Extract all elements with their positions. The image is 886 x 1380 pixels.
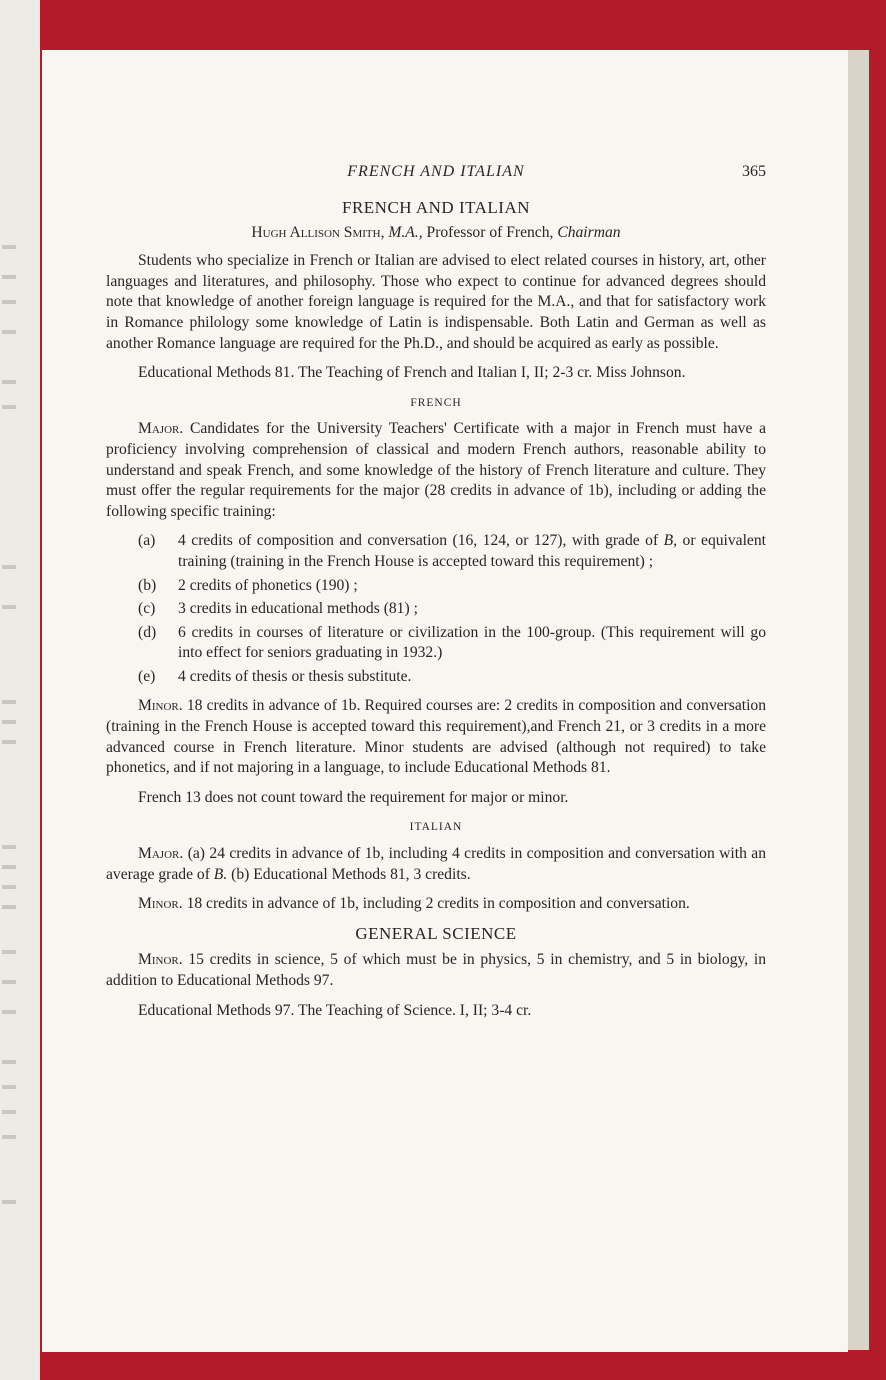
french-subhead: FRENCH [410, 396, 462, 409]
chairman-title: Chairman [557, 223, 621, 241]
list-item-text-end: or equivalent training (training in the French House is accepted toward this requirement) ; [178, 532, 766, 570]
chairman-degree: M.A., [388, 223, 423, 241]
facing-page-edge [0, 0, 40, 1380]
french-requirements-list [106, 531, 766, 687]
list-item-label: (c) [138, 600, 156, 618]
list-item-label: (d) [138, 623, 157, 641]
list-item [106, 576, 766, 597]
list-item-text: 4 credits of composition and conversation (16, 124, or 127), with grade of [178, 532, 664, 550]
grade-value: B, [663, 532, 678, 550]
list-item-label: (e) [138, 667, 156, 685]
methods-97-paragraph: Educational Methods 97. The Teaching of Science. I, II; 3-4 cr. [138, 1001, 532, 1019]
running-header [106, 162, 766, 188]
list-item-text: 6 credits in courses of literature or civilization in the 100-group. (This requirement will go into effect for seniors graduating in 1932.) [178, 623, 766, 662]
italian-minor-lead: Minor. [138, 895, 183, 913]
general-science-minor-paragraph [106, 950, 766, 991]
intro-paragraph: Students who specialize in French or Italian are advised to elect related courses in history, art, other languages and literatures, and philosophy. Those who expect to continue for advanced degrees should note that knowledge of another foreign language is required for the M.A., and that for satisfactory work in Romance philology some knowledge of Latin is indispensable. Both Latin and German as well as another Romance language are required for the Ph.D., and should be acquired as early as possible. [106, 252, 766, 352]
italian-minor-paragraph [106, 894, 766, 915]
french-minor-text: 18 credits in advance of 1b. Required courses are: 2 credits in composition and conversation (training in the French House is accepted toward this requirement),and French 21, or 3 credits in a more advanced course in French literature. Minor students are advised (although not required) to take phonetics, and if not majoring in a language, to include Educational Methods 81. [106, 697, 767, 777]
page-content [106, 162, 766, 1030]
list-item [106, 667, 766, 688]
page-number: 365 [742, 163, 766, 180]
list-item [106, 531, 766, 572]
french-major-lead: Major. [138, 420, 184, 438]
chairman-role: Professor of French, [426, 223, 554, 241]
italian-subhead: ITALIAN [409, 821, 463, 834]
french-note-paragraph: French 13 does not count toward the requirement for major or minor. [138, 788, 569, 806]
french-major-text: Candidates for the University Teachers' Certificate with a major in French must have a proficiency involving comprehension of classical and modern French authors, reasonable ability to understand and speak French, and some knowledge of the history of French literature and culture. They must offer the regular requirements for the major (28 credits in advance of 1b), including or adding the following specific training: [106, 420, 766, 520]
chairman-byline [106, 223, 766, 244]
list-item [106, 599, 766, 620]
italian-major-text-end: (b) Educational Methods 81, 3 credits. [227, 865, 471, 883]
italian-major-lead: Major. [138, 845, 184, 863]
french-major-paragraph [106, 419, 766, 522]
grade-value: B. [213, 865, 228, 883]
french-minor-lead: Minor. [138, 697, 183, 715]
french-minor-paragraph [106, 696, 766, 778]
list-item-text: 4 credits of thesis or thesis substitute. [178, 667, 412, 685]
italian-minor-text: 18 credits in advance of 1b, including 2 credits in composition and conversation. [186, 895, 690, 913]
running-title: FRENCH AND ITALIAN [347, 163, 525, 180]
list-item-text: 3 credits in educational methods (81) ; [178, 600, 418, 618]
list-item [106, 623, 766, 664]
general-science-minor-text: 15 credits in science, 5 of which must be in physics, 5 in chemistry, and 5 in biology, in addition to Educational Methods 97. [106, 951, 766, 989]
list-item-text: 2 credits of phonetics (190) ; [178, 576, 358, 594]
italian-major-paragraph [106, 844, 766, 885]
page-stack-edge [846, 50, 869, 1350]
general-science-minor-lead: Minor. [138, 951, 183, 969]
chairman-name: Hugh Allison Smith, [251, 223, 385, 241]
list-item-label: (a) [138, 532, 156, 550]
section-title: FRENCH AND ITALIAN [341, 198, 531, 217]
italian-major-text: (a) 24 credits in advance of 1b, including 4 credits in composition and conversation with an average grade of [106, 845, 766, 883]
list-item-label: (b) [138, 576, 157, 594]
general-science-title: GENERAL SCIENCE [355, 923, 517, 943]
book-page [42, 50, 848, 1352]
methods-81-paragraph: Educational Methods 81. The Teaching of French and Italian I, II; 2-3 cr. Miss Johnson. [138, 364, 686, 382]
